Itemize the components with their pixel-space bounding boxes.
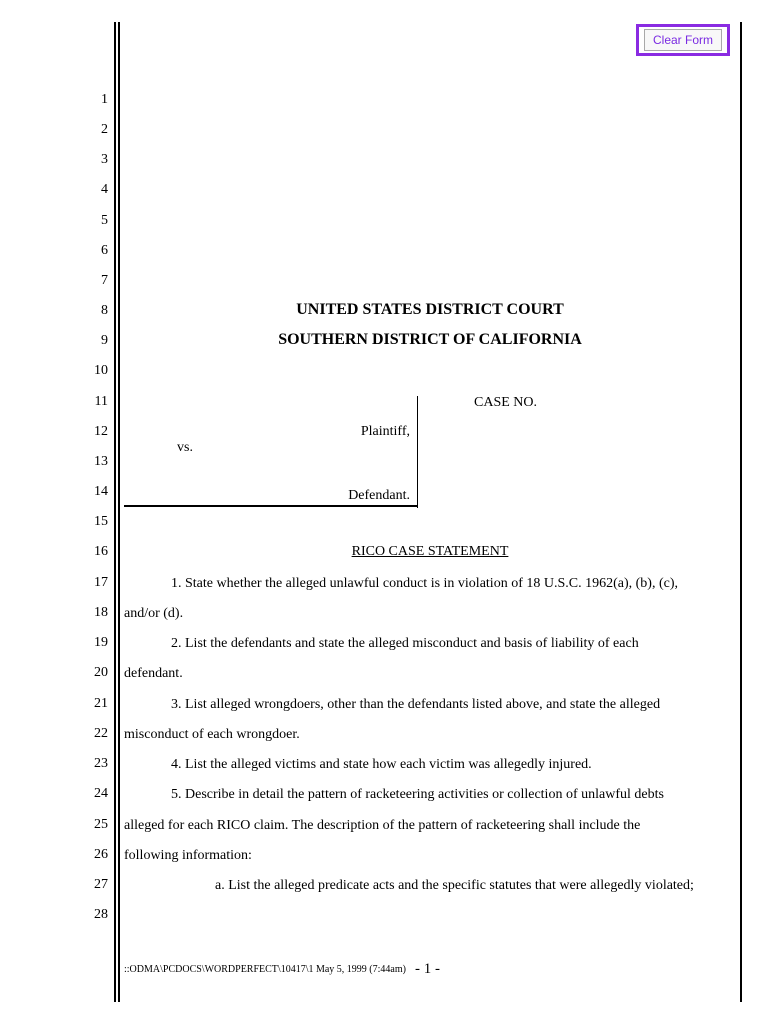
document-title: RICO CASE STATEMENT (351, 544, 509, 559)
line-number-28: 28 (94, 907, 108, 922)
line-number-7: 7 (101, 273, 108, 288)
case-number-label: CASE NO. (474, 395, 538, 410)
line-number-15: 15 (94, 514, 108, 529)
line-number-19: 19 (94, 635, 108, 650)
line-number-20: 20 (94, 665, 108, 680)
footer-page-number: - 1 - (415, 961, 440, 977)
footer-document-path: ::ODMA\PCDOCS\WORDPERFECT\10417\1 May 5, 1999 (7:44am) (124, 964, 406, 975)
line-number-10: 10 (94, 363, 108, 378)
line-number-24: 24 (94, 786, 108, 801)
left-margin-rule-outer (114, 22, 116, 1002)
paragraph-5-line-3: following information: (124, 848, 252, 863)
plaintiff-label: Plaintiff, (360, 424, 410, 439)
right-margin-rule (740, 22, 742, 1002)
vs-label: vs. (177, 440, 193, 455)
line-number-9: 9 (101, 333, 108, 348)
line-number-6: 6 (101, 243, 108, 258)
line-number-26: 26 (94, 847, 108, 862)
line-number-2: 2 (101, 122, 108, 137)
caption-horizontal-rule (124, 505, 418, 507)
paragraph-3-line-2: misconduct of each wrongdoer. (124, 727, 300, 742)
paragraph-3-line-1: 3. List alleged wrongdoers, other than the defendants listed above, and state the alleged (171, 697, 661, 712)
line-number-18: 18 (94, 605, 108, 620)
caption-vertical-rule (417, 396, 418, 508)
line-number-13: 13 (94, 454, 108, 469)
paragraph-2-line-1: 2. List the defendants and state the alleged misconduct and basis of liability of each (171, 636, 639, 651)
line-number-14: 14 (94, 484, 108, 499)
line-number-16: 16 (94, 544, 108, 559)
paragraph-2-line-2: defendant. (124, 666, 183, 681)
paragraph-5a-line-1: a. List the alleged predicate acts and the specific statutes that were allegedly violated; (215, 878, 694, 893)
line-number-3: 3 (101, 152, 108, 167)
line-number-1: 1 (101, 92, 108, 107)
paragraph-4-line-1: 4. List the alleged victims and state how each victim was allegedly injured. (171, 757, 592, 772)
clear-form-button[interactable] (636, 24, 730, 56)
line-number-25: 25 (94, 817, 108, 832)
left-margin-rule-inner (118, 22, 120, 1002)
line-number-27: 27 (94, 877, 108, 892)
paragraph-5-line-1: 5. Describe in detail the pattern of racketeering activities or collection of unlawful debts (171, 787, 664, 802)
defendant-label: Defendant. (348, 488, 410, 503)
line-number-12: 12 (94, 424, 108, 439)
line-number-23: 23 (94, 756, 108, 771)
line-number-17: 17 (94, 575, 108, 590)
line-number-5: 5 (101, 213, 108, 228)
paragraph-1-line-1: 1. State whether the alleged unlawful conduct is in violation of 18 U.S.C. 1962(a), (b), (c), (171, 576, 678, 591)
paragraph-1-line-2: and/or (d). (124, 606, 184, 621)
line-number-22: 22 (94, 726, 108, 741)
court-district: SOUTHERN DISTRICT OF CALIFORNIA (278, 331, 582, 348)
paragraph-5-line-2: alleged for each RICO claim. The description of the pattern of racketeering shall include the (124, 818, 641, 833)
line-number-8: 8 (101, 303, 108, 318)
line-number-11: 11 (94, 394, 108, 409)
line-number-4: 4 (101, 182, 108, 197)
court-name: UNITED STATES DISTRICT COURT (296, 301, 564, 318)
clear-form-label: Clear Form (644, 29, 722, 51)
line-number-21: 21 (94, 696, 108, 711)
